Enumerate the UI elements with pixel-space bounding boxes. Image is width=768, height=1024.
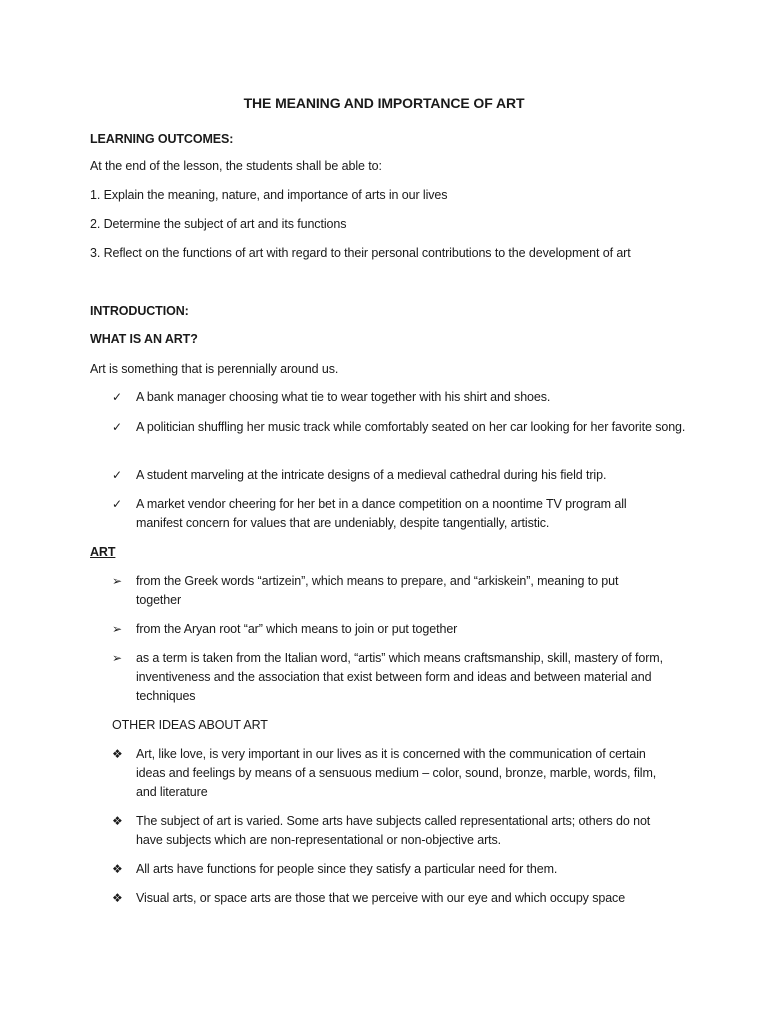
check-mark-icon: ✓	[112, 468, 122, 482]
check-mark-icon: ✓	[112, 497, 122, 511]
arrow-bullet-icon: ➢	[112, 622, 122, 636]
check-list-item: A politician shuffling her music track while comfortably seated on her car looking for her favorite song.	[136, 420, 686, 434]
document-title: THE MEANING AND IMPORTANCE OF ART	[243, 95, 525, 111]
other-idea-item: Art, like love, is very important in our lives as it is concerned with the communication of certain ideas and feelings by means of a sensuous medium – color, sound, bronze, marble, words, film, and literature	[136, 747, 657, 799]
check-list-item: A market vendor cheering for her bet in a dance competition on a noontime TV program all manifest concern for values that are undeniably, despite tangentially, artistic.	[136, 497, 627, 530]
learning-outcomes-heading: LEARNING OUTCOMES:	[90, 132, 234, 146]
introduction-lead: Art is something that is perennially around us.	[90, 362, 339, 376]
diamond-bullet-icon: ❖	[112, 862, 123, 876]
check-list-item: A student marveling at the intricate designs of a medieval cathedral during his field trip.	[136, 468, 607, 482]
art-origin-item: from the Greek words “artizein”, which means to prepare, and “arkiskein”, meaning to put together	[136, 574, 619, 607]
diamond-bullet-icon: ❖	[112, 747, 123, 761]
diamond-bullet-icon: ❖	[112, 891, 123, 905]
what-is-art-heading: WHAT IS AN ART?	[90, 332, 198, 346]
outcome-item: 2. Determine the subject of art and its functions	[90, 217, 347, 231]
art-origin-item: from the Aryan root “ar” which means to join or put together	[136, 622, 458, 636]
learning-outcomes-intro: At the end of the lesson, the students shall be able to:	[90, 159, 382, 173]
arrow-bullet-icon: ➢	[112, 651, 122, 665]
other-idea-item: Visual arts, or space arts are those that we perceive with our eye and which occupy space	[136, 891, 626, 905]
arrow-bullet-icon: ➢	[112, 574, 122, 588]
other-idea-item: The subject of art is varied. Some arts have subjects called representational arts; others do not have subjects which are non-representational or non-objective arts.	[136, 814, 651, 847]
check-mark-icon: ✓	[112, 420, 122, 434]
other-idea-item: All arts have functions for people since they satisfy a particular need for them.	[136, 862, 558, 876]
diamond-bullet-icon: ❖	[112, 814, 123, 828]
art-heading: ART	[90, 545, 116, 559]
introduction-heading: INTRODUCTION:	[90, 304, 189, 318]
outcome-item: 3. Reflect on the functions of art with regard to their personal contributions to the development of art	[90, 246, 631, 260]
other-ideas-heading: OTHER IDEAS ABOUT ART	[112, 718, 268, 732]
outcome-item: 1. Explain the meaning, nature, and importance of arts in our lives	[90, 188, 448, 202]
check-mark-icon: ✓	[112, 390, 122, 404]
check-list-item: A bank manager choosing what tie to wear together with his shirt and shoes.	[136, 390, 551, 404]
art-origin-item: as a term is taken from the Italian word, “artis” which means craftsmanship, skill, mastery of form, inventiveness and the association that exist between form and ideas and between material and techniques	[136, 651, 663, 703]
